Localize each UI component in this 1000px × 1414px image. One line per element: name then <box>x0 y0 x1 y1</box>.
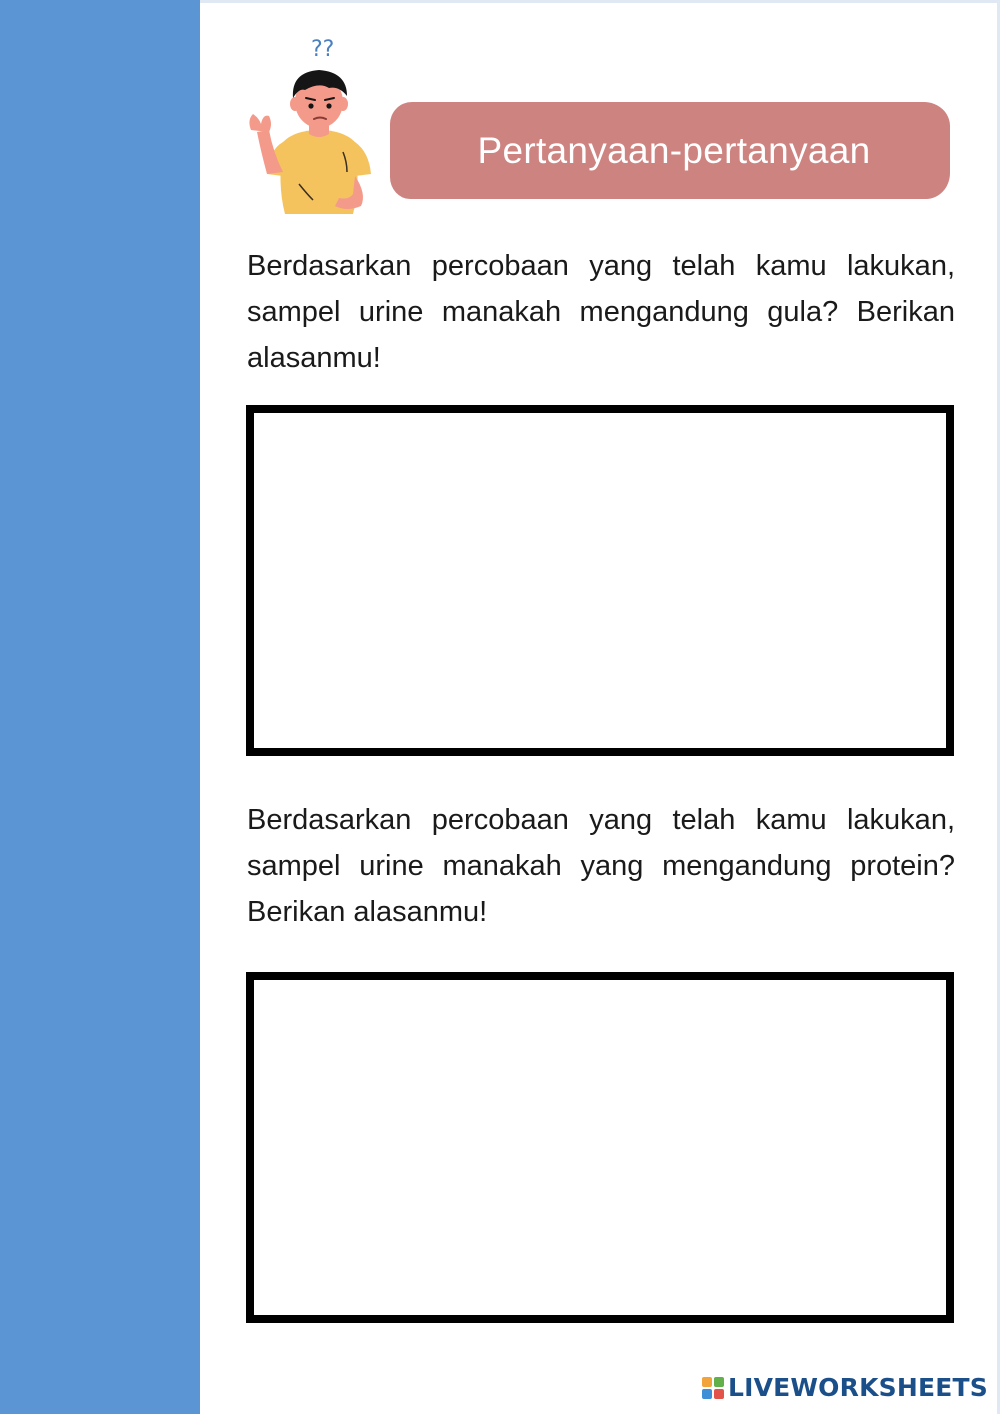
question-1-text: Berdasarkan percobaan yang telah kamu lakukan, sampel urine manakah mengandung gula? Berikan alasanmu! <box>247 250 955 374</box>
title-banner <box>390 102 950 199</box>
liveworksheets-watermark <box>702 1373 988 1402</box>
answer-box-2[interactable] <box>246 972 954 1323</box>
watermark-text: LIVEWORKSHEETS <box>727 1373 988 1402</box>
question-marks: ?? <box>311 37 335 62</box>
confused-boy-icon <box>243 34 379 220</box>
liveworksheets-logo-icon <box>702 1377 724 1399</box>
answer-box-1[interactable] <box>246 405 954 756</box>
left-color-bar <box>0 0 200 1414</box>
question-2-text: Berdasarkan percobaan yang telah kamu lakukan, sampel urine manakah yang mengandung protein? Berikan alasanmu! <box>247 804 955 928</box>
page-title: Pertanyaan-pertanyaan <box>477 129 871 171</box>
page-top-edge <box>200 0 1000 3</box>
